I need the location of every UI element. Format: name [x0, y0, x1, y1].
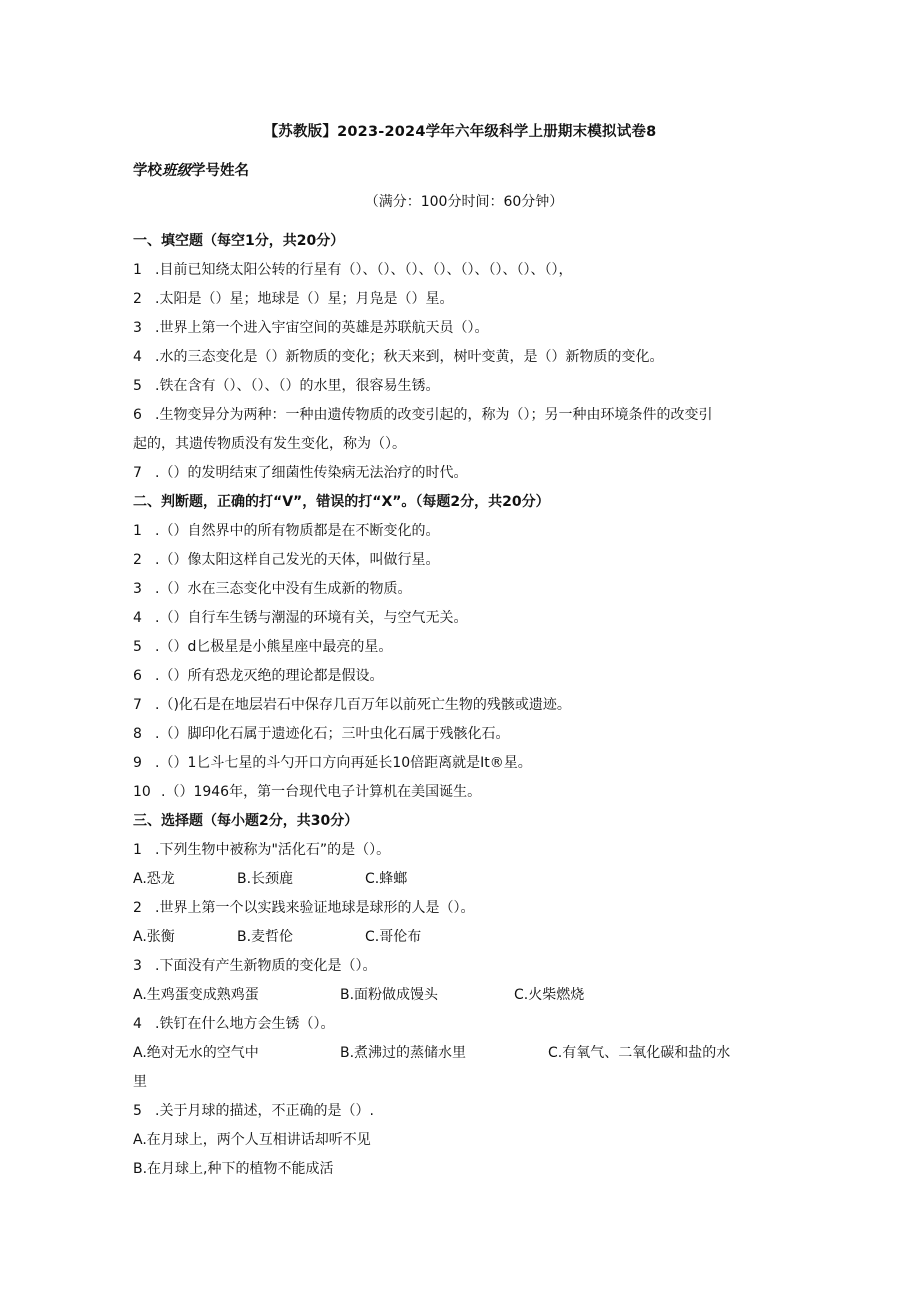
fill-blank-question-continuation: 起的，其遗传物质没有发生变化，称为（）。: [133, 436, 406, 452]
choice-options: [133, 981, 793, 1010]
option-b: B.长颈鹿: [237, 871, 294, 887]
fill-blank-question: 1 .目前已知绕太阳公转的行星有（）、（）、（）、（）、（）、（）、（）、（），: [133, 262, 573, 278]
option-a: A.生鸡蛋变成熟鸡蛋: [133, 987, 259, 1003]
fill-blank-question: 3 .世界上第一个进入宇宙空间的英雄是苏联航天员（）。: [133, 320, 489, 336]
option-a: A.张衡: [133, 929, 175, 945]
true-false-question: 5 .（）d匕极星是小熊星座中最亮的星。: [133, 639, 393, 655]
true-false-question: 4 .（）自行车生锈与潮湿的环境有关，与空气无关。: [133, 610, 468, 626]
choice-question: 2 .世界上第一个以实践来验证地球是球形的人是（）。: [133, 900, 475, 916]
option-b: B.煮沸过的蒸储水里: [340, 1045, 467, 1061]
true-false-question: 1 .（）自然界中的所有物质都是在不断变化的。: [133, 523, 440, 539]
choice-option-continuation: 里: [133, 1074, 147, 1090]
choice-question: 3 .下面没有产生新物质的变化是（）。: [133, 958, 377, 974]
fill-blank-question: 6 .生物变异分为两种：一种由遗传物质的改变引起的，称为（）；另一种由环境条件的改变引: [133, 407, 713, 423]
exam-content: [133, 227, 793, 1184]
section-fill-blank-heading: 一、填空题（每空1分，共20分）: [133, 233, 345, 249]
choice-question: 5 .关于月球的描述，不正确的是（）.: [133, 1103, 374, 1119]
option-b: B.麦哲伦: [237, 929, 294, 945]
option-a: A.绝对无水的空气中: [133, 1045, 259, 1061]
fill-blank-question: 4 .水的三态变化是（）新物质的变化；秋天来到，树叶变黄，是（）新物质的变化。: [133, 349, 664, 365]
score-time-info: （满分：100分时间：60分钟）: [364, 194, 564, 210]
true-false-question: 3 .（）水在三态变化中没有生成新的物质。: [133, 581, 412, 597]
option-b: B.在月球上,种下的植物不能成活: [133, 1161, 334, 1177]
option-a: A.在月球上，两个人互相讲话却听不见: [133, 1132, 371, 1148]
option-c: C.蜂螂: [365, 871, 408, 887]
choice-options: [133, 923, 793, 952]
document-title: 【苏教版】2023-2024学年六年级科学上册期末模拟试卷8: [263, 124, 657, 140]
true-false-question: 2 .（）像太阳这样自己发光的天体，叫做行星。: [133, 552, 440, 568]
fill-blank-question: 5 .铁在含有（）、（）、（）的水里，很容易生锈。: [133, 378, 440, 394]
true-false-question: 7 .（)化石是在地层岩石中保存几百万年以前死亡生物的残骸或遗迹。: [133, 697, 571, 713]
school-label: 学校: [133, 163, 162, 179]
student-info-line: [133, 159, 249, 180]
class-label: 班级: [162, 163, 191, 179]
section-multiple-choice-heading: 三、选择题（每小题2分，共30分）: [133, 813, 359, 829]
true-false-question: 6 .（）所有恐龙灭绝的理论都是假设。: [133, 668, 384, 684]
fill-blank-question: 2 .太阳是（）星；地球是（）星；月凫是（）星。: [133, 291, 454, 307]
option-c: C.有氧气、二氧化碳和盐的水: [548, 1045, 731, 1061]
choice-question: 4 .铁钉在什么地方会生锈（）。: [133, 1016, 335, 1032]
id-name-label: 学号姓名: [191, 163, 249, 179]
true-false-question: 9 .（）1匕斗七星的斗勺开口方向再延长10倍距离就是It®星。: [133, 755, 532, 771]
choice-options: [133, 1039, 793, 1068]
true-false-question: 10 .（）1946年，第一台现代电子计算机在美国诞生。: [133, 784, 482, 800]
choice-options: [133, 865, 793, 894]
option-c: C.哥伦布: [365, 929, 422, 945]
option-c: C.火柴燃烧: [514, 987, 585, 1003]
choice-question: 1 .下列生物中被称为"活化石”的是（）。: [133, 842, 391, 858]
option-b: B.面粉做成馒头: [340, 987, 439, 1003]
true-false-question: 8 .（）脚印化石属于遗迹化石；三叶虫化石属于残骸化石。: [133, 726, 510, 742]
section-true-false-heading: 二、判断题，正确的打“V”，错误的打“X”。（每题2分，共20分）: [133, 494, 550, 510]
option-a: A.恐龙: [133, 871, 175, 887]
fill-blank-question: 7 .（）的发明结束了细菌性传染病无法治疗的时代。: [133, 465, 468, 481]
